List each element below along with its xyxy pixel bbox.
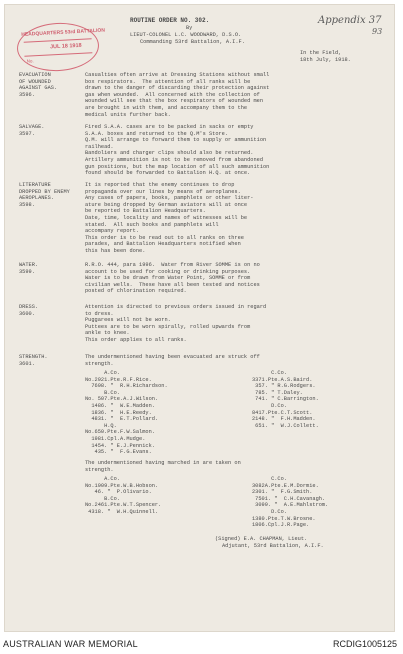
commander-unit: Commanding 53rd Battalion, A.I.F. xyxy=(140,39,245,45)
order-by: By xyxy=(186,25,193,31)
order-place: In the Field, xyxy=(300,50,342,56)
section-text-literature: It is reported that the enemy continues to drop propaganda over our lines by means of aeroplanes. Any cases of papers, books, pamphlets or other liter- ature being dropped by German aviators will at once be reported to Battalion Headquarters. Date, time, locality and names of witnesses will be stated. All such books and pamphlets will accompany report. This order is to be read out to all ranks on three parades, and Battalion Headquarters notified when this has been done. xyxy=(85,182,254,254)
section-label-evacuation: EVACUATION OF WOUNDED AGAINST GAS. 3596. xyxy=(19,72,58,98)
order-title: ROUTINE ORDER NO. 302. xyxy=(130,17,210,24)
archive-footer xyxy=(0,634,403,654)
stamp-date: JUL 18 1918 xyxy=(49,42,82,51)
commander-name: LIEUT-COLONEL L.C. WOODWARD, D.S.O. xyxy=(130,32,242,38)
struck-off-right-column: C.Co. 3371.Pte.A.S.Baird. 357. " R.G.Rodgers. 785. " T.Daley. 741. " C.Barrington. D.Co. 8417.Pte.C.T.Scott. 2148. " F.H.Madden. 651. " W.J.Collett. xyxy=(252,370,319,429)
section-label-salvage: SALVAGE. 3597. xyxy=(19,124,45,137)
signature-role: Adjutant, 53rd Battalion, A.I.F. xyxy=(222,543,324,549)
section-text-dress: Attention is directed to previous orders issued in regard to dress. Puggarees will not be worn. Puttees are to be worn spirally, rolled upwards from ankle to knee. This order applies to all ranks. xyxy=(85,304,267,343)
archive-id: RCDIG1005125 xyxy=(332,639,397,649)
order-date: 18th July, 1918. xyxy=(300,57,351,63)
appendix-note: Appendix 37 xyxy=(318,15,382,26)
archive-name: AUSTRALIAN WAR MEMORIAL xyxy=(3,639,138,649)
section-label-water: WATER. 3599. xyxy=(19,262,39,275)
section-label-strength: STRENGTH. 3601. xyxy=(19,354,48,367)
page-number-note: 93 xyxy=(372,27,383,36)
struck-off-left-column: A.Co. No.2921.Pte.R.F.Rice. 7698. " R.H.Richardson. B.Co. No. 507.Pte.A.J.Wilson. 1486. " W.E.Madden. 1836. " H.E.Reedy. 4831. " E.T.Pollard. H.Q. No.650.Pte.F.W.Salmon. 1981.Cpl.A.Mudge. 1454. " E.J.Pennick. 435. " F.G.Evans. xyxy=(85,370,168,456)
taken-on-right-column: C.Co. 3082A.Pte.E.M.Dormie. 2301. " F.G.Smith. 7501. " C.H.Cavanagh. 3099. " A.E.Mahlstrom. D.Co. 1380.Pte.T.W.Brosne. 1806.Cpl.J.R.Page. xyxy=(252,476,329,529)
section-text-salvage: Fired S.A.A. cases are to be packed in sacks or empty S.A.A. boxes and returned to the Q.M's Store. Q.M. will arrange to forward them to supply or ammunition railhead. Bandoliers and charger clips should also be returned. Artillery ammunition is not to be removed from abandoned gun positions, but the map location of all such ammunition found should be forwarded to Battalion H.Q. at once. xyxy=(85,124,270,177)
section-text-water: R.R.O. 444, para 1996. Water from River SOMME is on no account to be used for cooking or drinking purposes. Water is to be drawn from Water Point, SOMME or from civilian wells. These have all been tested and notices posted of chlorination required. xyxy=(85,262,260,295)
stamp-number: No. xyxy=(26,58,34,64)
section-text-strength: The undermentioned having been evacuated are struck off strength. xyxy=(85,354,260,367)
section-text-evacuation: Casualties often arrive at Dressing Stations without small box respirators. The attention of all ranks will be drawn to the danger of discarding their protection against gas when wounded. All concerned with the collection of wounded will see that the box respirators of wounded men are brought in with them, and accompany them to the medical units further back. xyxy=(85,72,270,118)
section-label-literature: LITERATURE DROPPED BY ENEMY AEROPLANES. 3598. xyxy=(19,182,70,208)
stamp-unit-text: HEADQUARTERS 53rd BATTALION xyxy=(21,27,106,38)
signature-line: (Signed) E.A. CHAPMAN, Lieut. xyxy=(215,536,308,542)
section-label-dress: DRESS. 3600. xyxy=(19,304,39,317)
taken-on-left-column: A.Co. No.1909.Pte.W.B.Hobson. 46. " P.Olivario. B.Co. No.2461.Pte.W.T.Spencer. 4318. " W.H.Quinnell. xyxy=(85,476,162,515)
taken-on-intro: The undermentioned having marched in are taken on strength. xyxy=(85,460,241,473)
